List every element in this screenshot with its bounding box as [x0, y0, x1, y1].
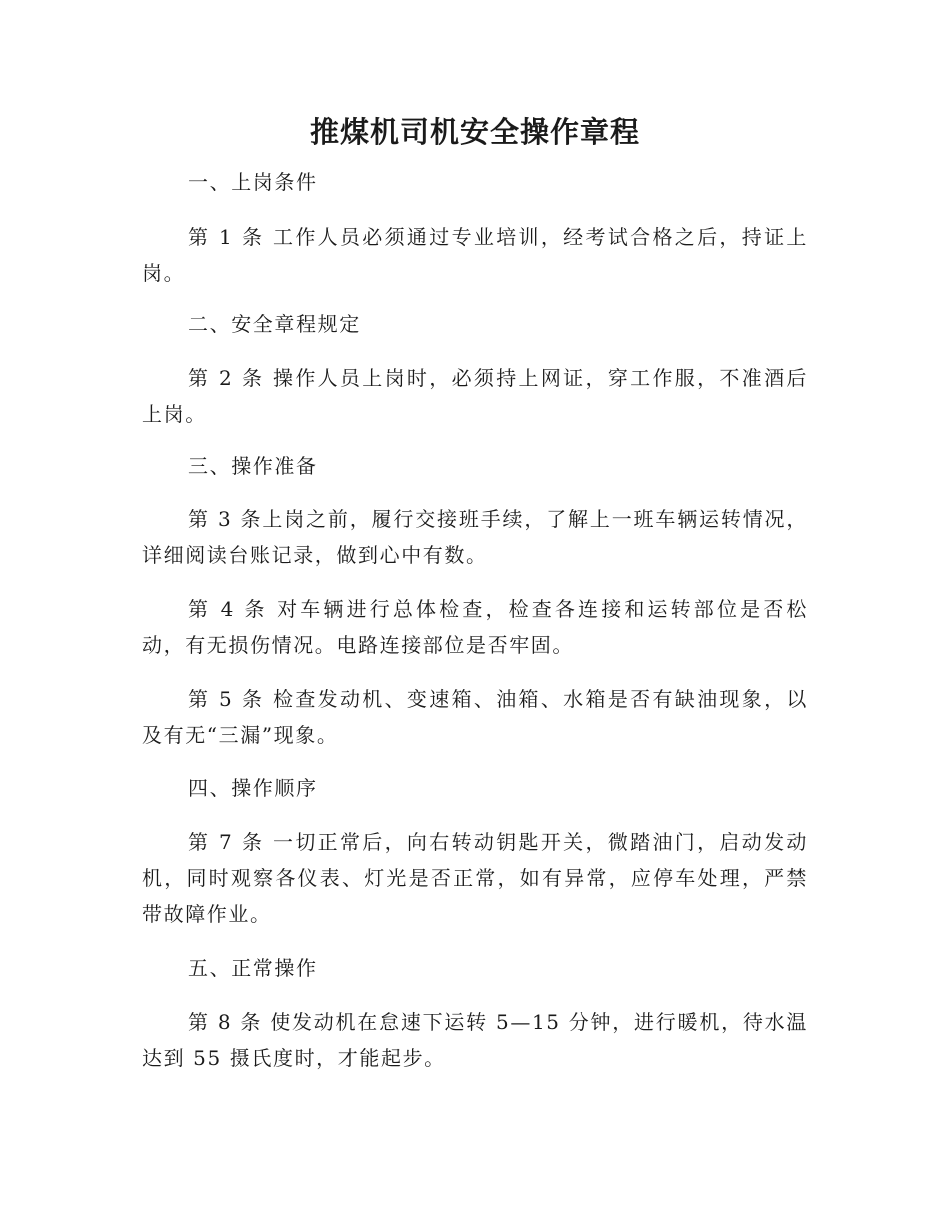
section-heading-1: 一、上岗条件	[188, 170, 318, 194]
section-heading-4: 四、操作顺序	[188, 776, 318, 800]
section-heading-3: 三、操作准备	[188, 454, 318, 478]
section-heading-2: 二、安全章程规定	[188, 312, 361, 336]
paragraph-article-5: 第 5 条 检查发动机、变速箱、油箱、水箱是否有缺油现象，以及有无“三漏”现象。	[142, 687, 808, 747]
document-title: 推煤机司机安全操作章程	[309, 115, 640, 149]
paragraph-article-7: 第 7 条 一切正常后，向右转动钥匙开关，微踏油门，启动发动机，同时观察各仪表、灯光是否正常，如有异常，应停车处理，严禁带故障作业。	[142, 830, 808, 926]
section-heading-5: 五、正常操作	[188, 956, 318, 980]
paragraph-article-1: 第 1 条 工作人员必须通过专业培训，经考试合格之后，持证上岗。	[142, 225, 808, 285]
paragraph-article-4: 第 4 条 对车辆进行总体检查，检查各连接和运转部位是否松动，有无损伤情况。电路连接部位是否牢固。	[142, 597, 808, 657]
paragraph-article-8: 第 8 条 使发动机在怠速下运转 5—15 分钟，进行暖机，待水温达到 55 摄氏度时，才能起步。	[142, 1010, 808, 1070]
paragraph-article-3: 第 3 条上岗之前，履行交接班手续，了解上一班车辆运转情况，详细阅读台账记录，做到心中有数。	[142, 507, 808, 567]
paragraph-article-2: 第 2 条 操作人员上岗时，必须持上网证，穿工作服，不准酒后上岗。	[142, 366, 808, 426]
